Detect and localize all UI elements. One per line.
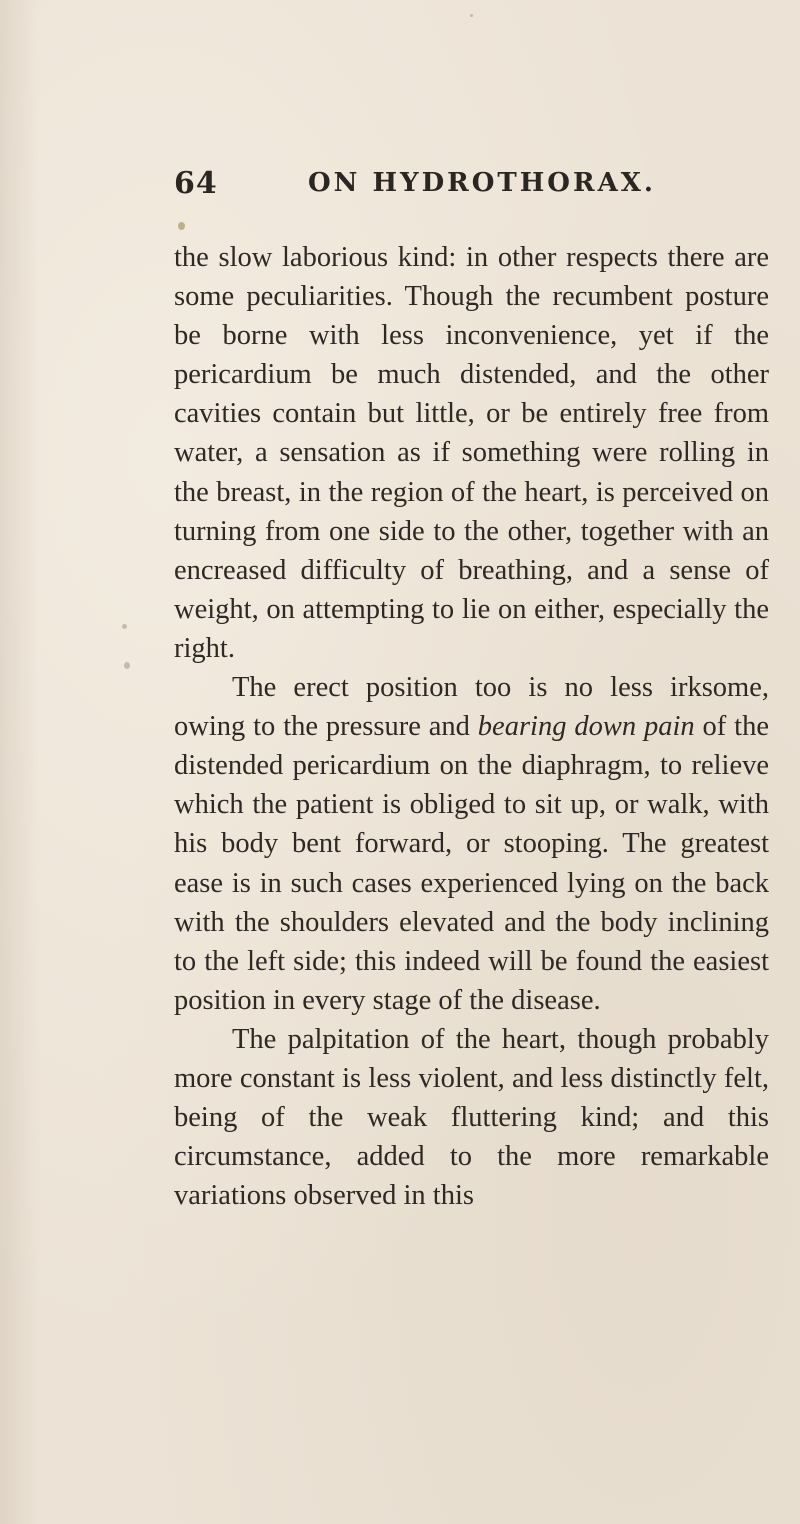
body-text [174,238,769,1215]
italic-phrase: bearing down pain [477,711,695,743]
paper-speck [124,662,130,669]
paper-speck [470,14,473,17]
paragraph-text: The erect position too is no less irksome, owing to the pressure and [174,672,769,743]
paragraph [174,1020,769,1215]
running-head: ON HYDROTHORAX. [308,168,656,198]
paragraph-text: the slow laborious kind: in other respects there are some peculiarities. Though the recumbent posture be borne with less inconvenience, yet if the pericardium be much distended, and the other cavities contain but little, or be entirely free from water, a sensation as if something were rolling in the breast, in the region of the heart, is perceived on turning from one side to the other, together with an encreased difficulty of breathing, and a sense of weight, on attempting to lie on either, especially the right. [174,242,769,664]
paragraph [174,668,769,1020]
paper-speck [178,222,185,230]
paper-speck [122,624,127,629]
paragraph-text: The palpitation of the heart, though probably more constant is less violent, and less distinctly felt, being of the weak fluttering kind; and this circumstance, added to the more remarkable variations observed in this [174,1023,769,1212]
page-gutter-shadow [0,0,40,1524]
paragraph [174,238,769,668]
page-number: 64 [174,166,218,201]
paragraph-text: of the distended pericardium on the diaphragm, to relieve which the patient is obliged to sit up, or walk, with his body bent forward, or stooping. The greatest ease is in such cases experienced lying on the back with the shoulders elevated and the body inclining to the left side; this indeed will be found the easiest position in every stage of the disease. [174,711,770,1016]
